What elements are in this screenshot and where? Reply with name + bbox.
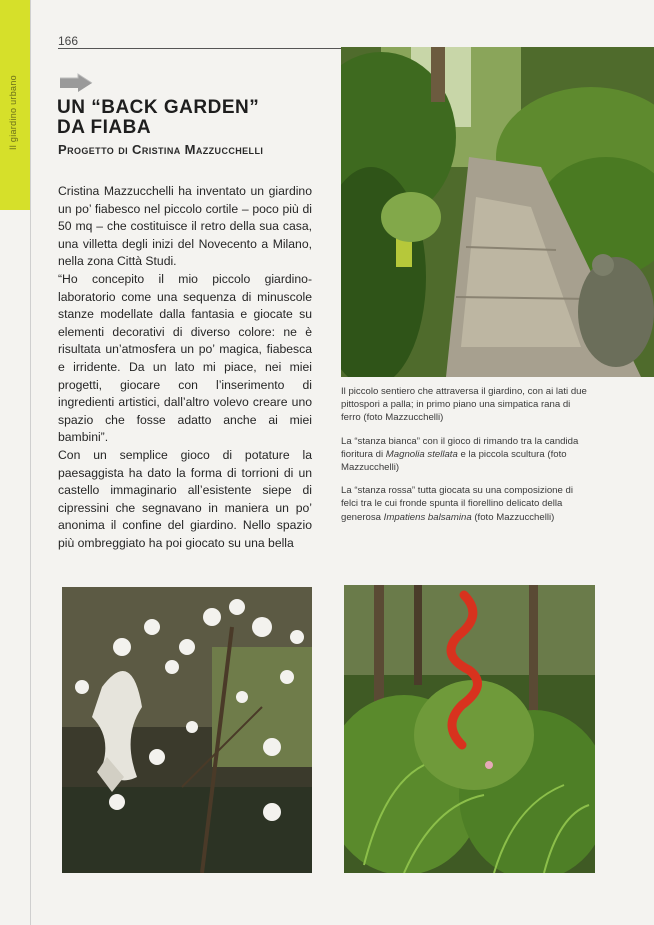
photo-magnolia-sculpture (62, 587, 312, 873)
article-body (58, 183, 312, 552)
page-edge (30, 0, 31, 925)
photo-captions (341, 385, 591, 534)
photo-garden-path (341, 47, 654, 377)
body-paragraph-2: “Ho concepito il mio piccolo giardino-laboratorio come una sequenza di minuscole stanze modellate dalla fantasia e giocate su elementi decorativi di diverso colore: ne è risultata un’atmosfera un po’ magica, fiabesca e irridente. Da un lato mi piace, nei miei progetti, giocare con l’inserimento di ingredienti artistici, dall’altro volevo creare uno spazio che fosse adatto anche ai miei bambini”. (58, 271, 312, 445)
caption-path: Il piccolo sentiero che attraversa il giardino, con ai lati due pittospori a palla; in primo piano una simpatica rana di ferro (foto Mazzucchelli) (341, 386, 587, 424)
article-title (57, 98, 327, 138)
page-number: 166 (58, 34, 79, 48)
caption-red-room: La “stanza rossa” tutta giocata su una composizione di felci tra le cui fronde spunta il fiorellino delicato della generosa Impatiens balsamina (foto Mazzucchelli) (341, 485, 573, 523)
title-line-2: DA FIABA (57, 117, 152, 138)
photo-red-sculpture-ferns (344, 585, 595, 873)
arrow-right-icon (58, 73, 94, 93)
section-tab-label: Il giardino urbano (8, 75, 18, 150)
caption-white-room: La “stanza bianca” con il gioco di rimando tra la candida fioritura di Magnolia stellata e la piccola scultura (foto Mazzucchelli) (341, 435, 579, 474)
body-paragraph-1: Cristina Mazzucchelli ha inventato un giardino un po’ fiabesco nel piccolo cortile – poco più di 50 mq – che costituisce il retro della sua casa, una villetta degli inizi del Novecento a Milano, nella zona Città Studi. (58, 184, 312, 269)
section-tab (0, 0, 30, 210)
article-subtitle: Progetto di Cristina Mazzucchelli (58, 142, 264, 157)
title-line-1: UN “BACK GARDEN” (57, 97, 260, 118)
body-paragraph-3: Con un semplice gioco di potature la paesaggista ha dato la forma di torrioni di un castello immaginario all’esistente siepe di cipressini che segnavano in maniera un po’ anonima il confine del giardino. Nello spazio più ombreggiato ha poi giocato su una bella (58, 447, 312, 550)
